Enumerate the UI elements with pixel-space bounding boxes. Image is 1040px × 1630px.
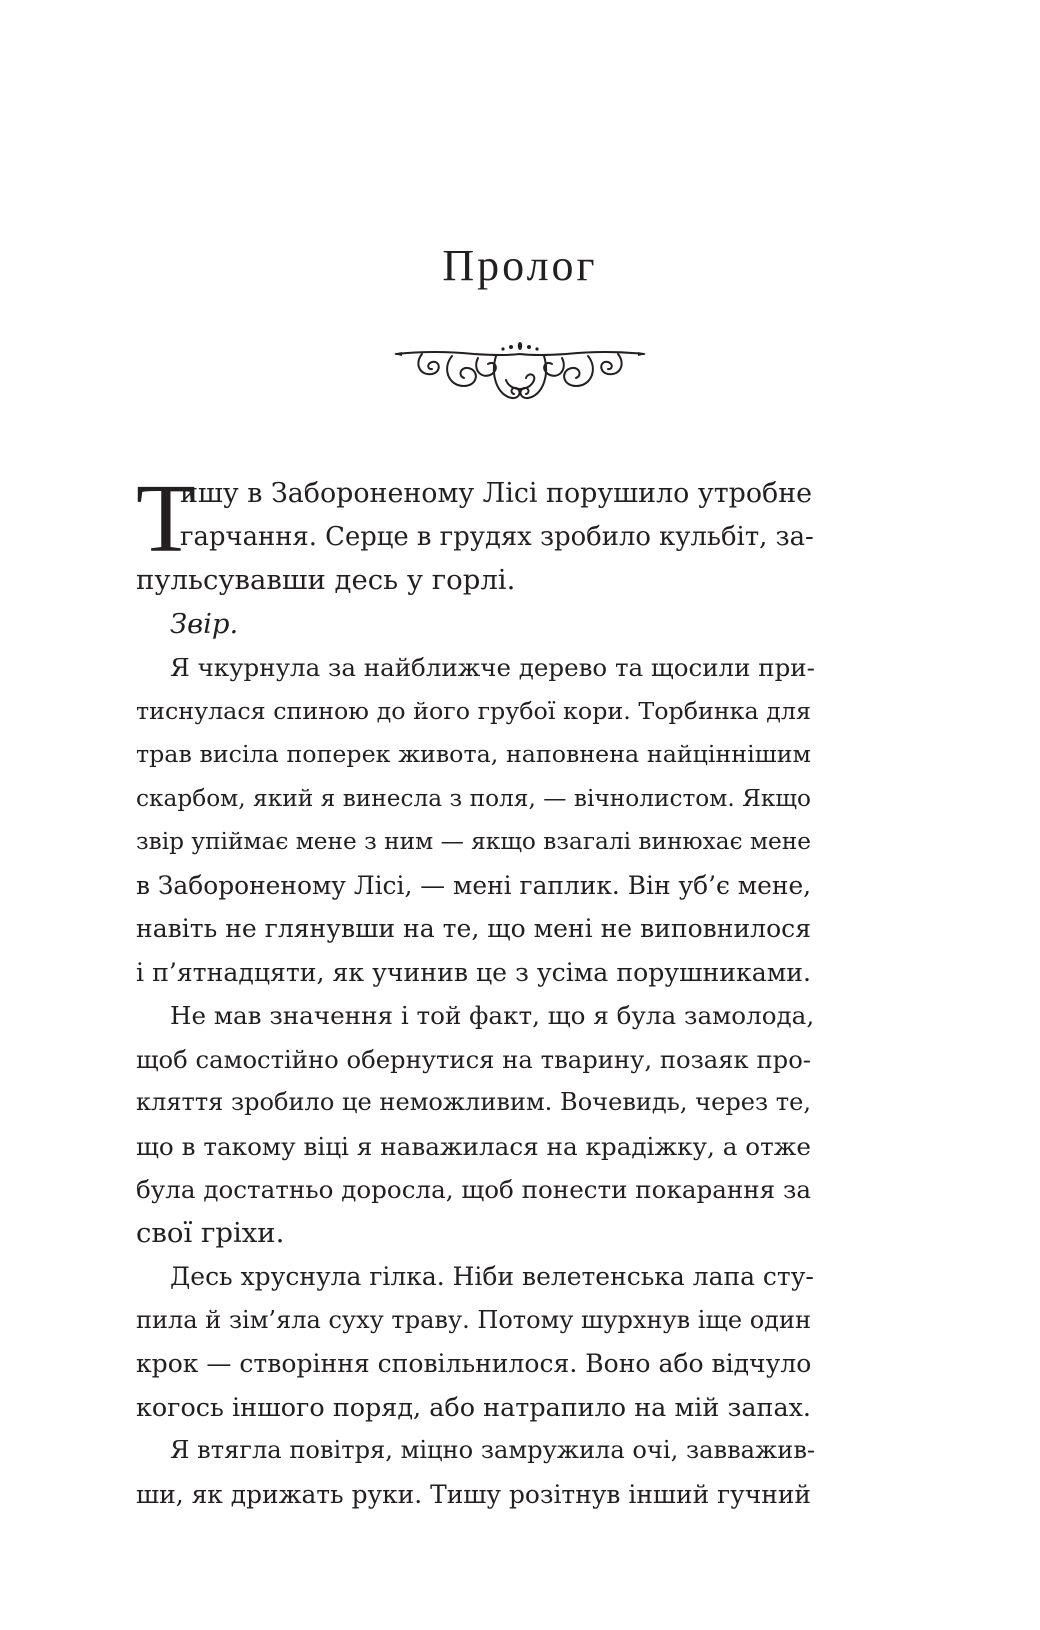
text-line: свої гріхи.: [136, 1216, 285, 1249]
flourish-ornament-icon: [394, 340, 646, 410]
text-line: пульсувавши десь у горлі.: [136, 564, 516, 596]
text-line: пила й зім’яла суху траву. Потому шурхнув іще один: [136, 1305, 811, 1334]
text-line: трав висіла поперек живота, наповнена найціннішим: [136, 740, 811, 768]
text-line: і п’ятнадцяти, як учинив це з усіма порушниками.: [136, 957, 811, 987]
text-line: в Забороненому Лісі, — мені гаплик. Він уб’є мене,: [136, 870, 812, 900]
text-line: ши, як дрижать руки. Тишу розітнув інший гучний: [136, 1479, 811, 1509]
text-line: крок — створіння сповільнилося. Воно або відчуло: [136, 1349, 812, 1378]
text-line: Десь хруснула гілка. Ніби велетенська лапа сту-: [170, 1262, 814, 1291]
text-line: щоб самостійно обернутися на тварину, позаяк про-: [136, 1044, 811, 1074]
text-line: була достатньо доросла, щоб понести покарання за: [136, 1175, 812, 1204]
text-line: Я втягла повітря, міцно замружила очі, завважив-: [170, 1436, 816, 1464]
text-line: Звір.: [170, 607, 239, 640]
text-line: Не мав значення і той факт, що я була замолода,: [170, 1001, 815, 1030]
text-line: Я чкурнула за найближче дерево та щосили при-: [170, 653, 815, 682]
text-line: тиснулася спиною до його грубої кори. Торбинка для: [136, 696, 811, 725]
chapter-title: Пролог: [442, 241, 598, 290]
drop-cap: Т: [136, 465, 196, 573]
text-line: когось іншого поряд, або натрапило на мій запах.: [136, 1391, 811, 1422]
text-line: ишу в Забороненому Лісі порушило утробне: [180, 478, 813, 509]
text-line: гарчання. Серце в грудях зробило кульбіт, за-: [180, 521, 814, 552]
text-line: скарбом, який я винесла з поля, — вічнолистом. Якщо: [136, 784, 811, 812]
body-text: [136, 465, 816, 1516]
text-line: що в такому віці я наважилася на крадіжку, а отже: [136, 1131, 811, 1161]
text-line: звір упіймає мене з ним — якщо взагалі винюхає мене: [136, 828, 811, 855]
text-line: навіть не глянувши на те, що мені не виповнилося: [136, 914, 811, 943]
text-line: кляття зробило це неможливим. Вочевидь, через те,: [136, 1088, 811, 1116]
